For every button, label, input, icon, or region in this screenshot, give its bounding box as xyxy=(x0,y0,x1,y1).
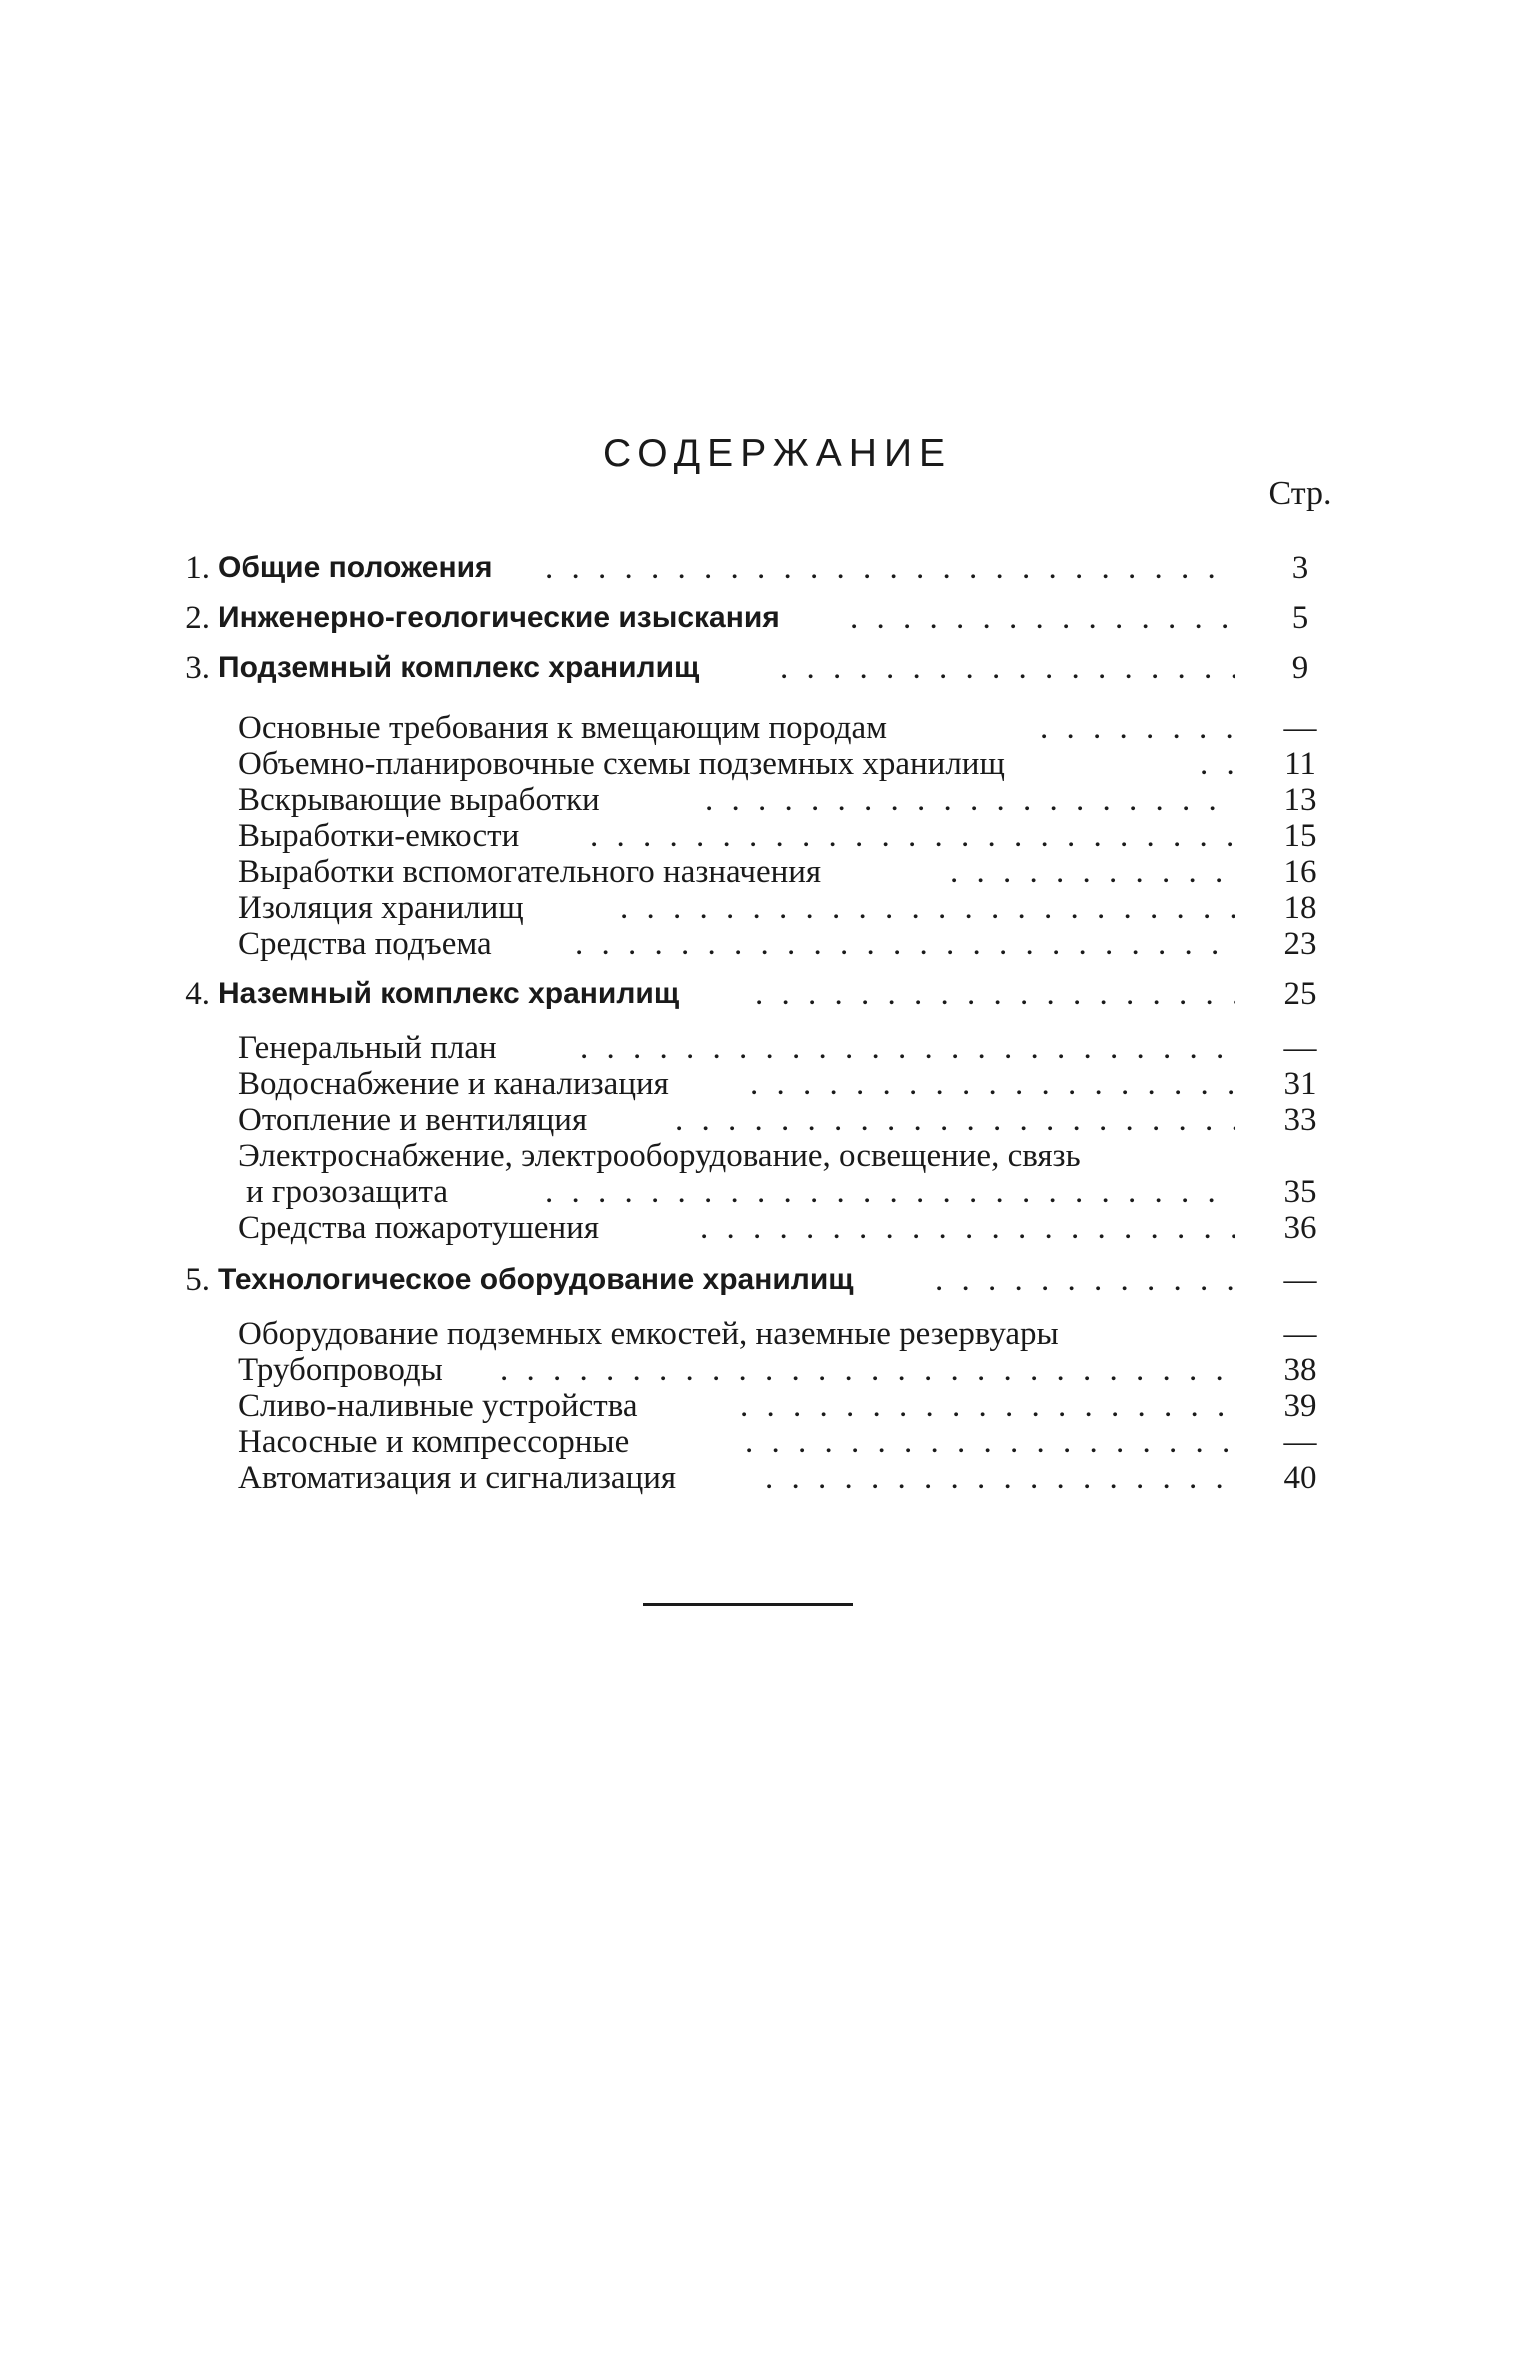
subsection-title: Средства подъема xyxy=(238,926,492,962)
toc-subsection-row xyxy=(0,926,1535,962)
dot-leader xyxy=(950,854,1235,890)
section-number: 2. xyxy=(185,600,210,636)
dot-leader xyxy=(750,1066,1235,1102)
page-column-header: Стр. xyxy=(1268,475,1332,512)
section-title: Подземный комплекс хранилищ xyxy=(218,651,700,684)
page-number: 31 xyxy=(1283,1066,1317,1102)
dot-leader xyxy=(935,1262,1235,1298)
dot-leader xyxy=(545,1174,1235,1210)
section-title: Инженерно-геологические изыскания xyxy=(218,601,780,634)
dot-leader xyxy=(700,1210,1235,1246)
section-number: 4. xyxy=(185,976,210,1012)
dot-leader xyxy=(850,600,1235,636)
dot-leader xyxy=(740,1388,1235,1424)
subsection-title: Изоляция хранилищ xyxy=(238,890,524,926)
dot-leader xyxy=(545,550,1235,586)
page-number: 25 xyxy=(1283,976,1317,1012)
toc-subsection-row xyxy=(0,854,1535,890)
dot-leader xyxy=(675,1102,1235,1138)
closing-rule xyxy=(643,1603,853,1606)
subsection-title: Выработки вспомогательного назначения xyxy=(238,854,822,890)
toc-subsection-row xyxy=(0,1102,1535,1138)
page-number: 3 xyxy=(1291,550,1309,586)
page-number: — xyxy=(1283,1262,1317,1298)
page-number: 35 xyxy=(1283,1174,1317,1210)
toc-subsection-row xyxy=(0,1174,1535,1210)
page-number: 33 xyxy=(1283,1102,1317,1138)
toc-subsection-row xyxy=(0,1210,1535,1246)
toc-subsection-row xyxy=(0,1424,1535,1460)
page-number: 13 xyxy=(1283,782,1317,818)
dot-leader xyxy=(705,782,1235,818)
section-number: 3. xyxy=(185,650,210,686)
subsection-title: Трубопроводы xyxy=(238,1352,443,1388)
section-title: Общие положения xyxy=(218,551,493,584)
subsection-title: Вскрывающие выработки xyxy=(238,782,600,818)
toc-subsection-row xyxy=(0,710,1535,746)
subsection-title: Средства пожаротушения xyxy=(238,1210,600,1246)
dot-leader xyxy=(780,650,1235,686)
dot-leader xyxy=(745,1424,1235,1460)
dot-leader xyxy=(590,818,1235,854)
subsection-title: Насосные и компрессорные xyxy=(238,1424,630,1460)
subsection-title: Оборудование подземных емкостей, наземные резервуары xyxy=(238,1316,1059,1352)
page-number: 23 xyxy=(1283,926,1317,962)
toc-subsection-row xyxy=(0,1138,1535,1174)
subsection-title: Генеральный план xyxy=(238,1030,497,1066)
dot-leader xyxy=(575,926,1235,962)
page-number: 9 xyxy=(1291,650,1309,686)
toc-section-row xyxy=(0,1262,1535,1298)
page-number: 38 xyxy=(1283,1352,1317,1388)
page-number: — xyxy=(1283,1424,1317,1460)
toc-section-row xyxy=(0,550,1535,586)
page-number: 16 xyxy=(1283,854,1317,890)
subsection-title: Сливо-наливные устройства xyxy=(238,1388,638,1424)
toc-section-row xyxy=(0,650,1535,686)
page-number: 18 xyxy=(1283,890,1317,926)
toc-subsection-row xyxy=(0,1316,1535,1352)
subsection-title: Выработки-емкости xyxy=(238,818,520,854)
dot-leader xyxy=(1200,746,1235,782)
page-number: — xyxy=(1283,1030,1317,1066)
dot-leader xyxy=(580,1030,1235,1066)
toc-subsection-row xyxy=(0,1388,1535,1424)
subsection-title: Объемно-планировочные схемы подземных хранилищ xyxy=(238,746,1005,782)
subsection-title-continued: и грозозащита xyxy=(246,1174,449,1210)
page-number: 40 xyxy=(1283,1460,1317,1496)
dot-leader xyxy=(500,1352,1235,1388)
page-number: 36 xyxy=(1283,1210,1317,1246)
toc-section-row xyxy=(0,600,1535,636)
section-number: 5. xyxy=(185,1262,210,1298)
toc-subsection-row xyxy=(0,782,1535,818)
page-number: 5 xyxy=(1291,600,1309,636)
toc-subsection-row xyxy=(0,1460,1535,1496)
subsection-title: Автоматизация и сигнализация xyxy=(238,1460,677,1496)
toc-subsection-row xyxy=(0,746,1535,782)
page-title: СОДЕРЖАНИЕ xyxy=(602,432,953,475)
page-number: — xyxy=(1283,1316,1317,1352)
subsection-title: Электроснабжение, электрооборудование, освещение, связь xyxy=(238,1138,1081,1174)
section-title: Технологическое оборудование хранилищ xyxy=(218,1263,854,1296)
toc-section-row xyxy=(0,976,1535,1012)
toc-subsection-row xyxy=(0,1352,1535,1388)
section-number: 1. xyxy=(185,550,210,586)
page-number: 15 xyxy=(1283,818,1317,854)
page-number: 11 xyxy=(1284,746,1316,782)
subsection-title: Отопление и вентиляция xyxy=(238,1102,588,1138)
toc-subsection-row xyxy=(0,1066,1535,1102)
toc-subsection-row xyxy=(0,890,1535,926)
subsection-title: Водоснабжение и канализация xyxy=(238,1066,669,1102)
section-title: Наземный комплекс хранилищ xyxy=(218,977,680,1010)
toc-subsection-row xyxy=(0,1030,1535,1066)
dot-leader xyxy=(620,890,1235,926)
dot-leader xyxy=(755,976,1235,1012)
dot-leader xyxy=(1040,710,1235,746)
dot-leader xyxy=(765,1460,1235,1496)
toc-subsection-row xyxy=(0,818,1535,854)
subsection-title: Основные требования к вмещающим породам xyxy=(238,710,888,746)
page-number: 39 xyxy=(1283,1388,1317,1424)
page-number: — xyxy=(1283,710,1317,746)
